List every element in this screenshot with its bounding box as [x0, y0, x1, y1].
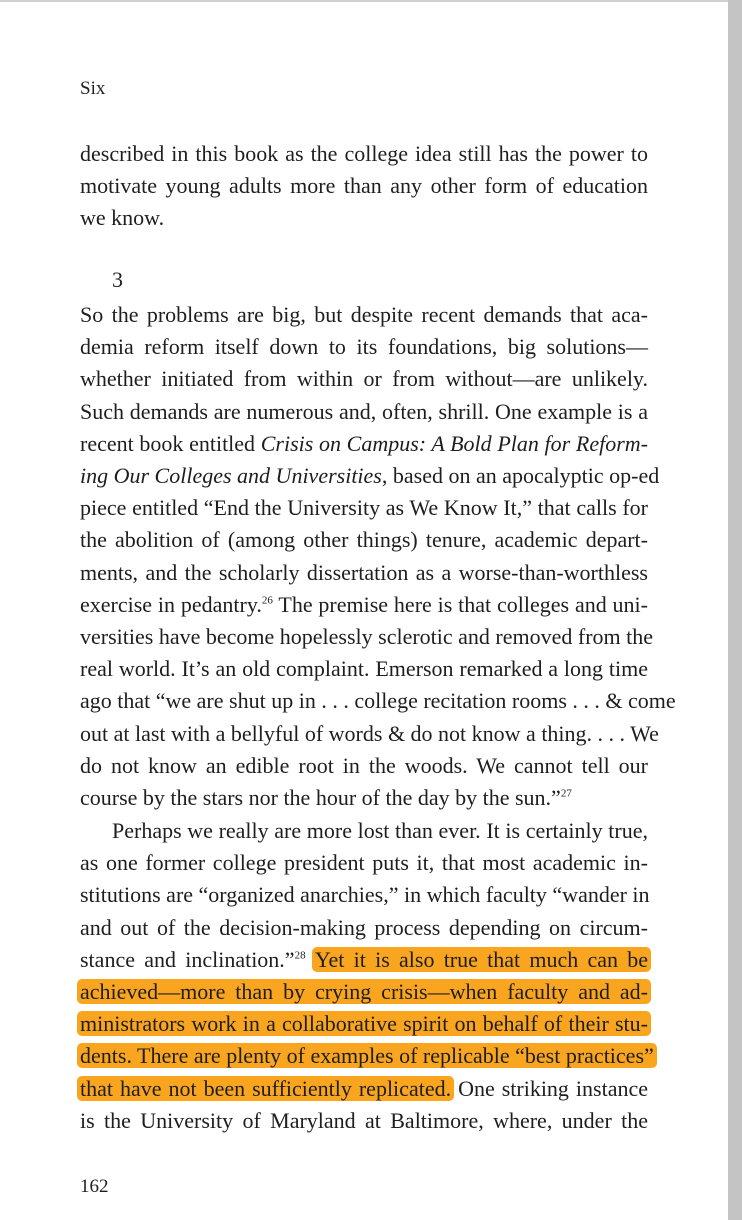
page-number: 162	[80, 1176, 109, 1197]
text-line: versities have become hopelessly sclerotic and removed from the	[80, 624, 654, 650]
text-line	[80, 1073, 648, 1105]
text-line	[80, 815, 648, 847]
book-title-italic: Crisis on Campus: A Bold Plan for Reform-	[260, 430, 648, 456]
text-line: So the problems are big, but despite recent demands that aca-	[80, 302, 648, 327]
section-number: 3	[112, 267, 123, 292]
text-run: exercise in pedantry.	[80, 591, 262, 617]
text-line	[80, 460, 660, 492]
text-line	[80, 976, 648, 1008]
vertical-scrollbar[interactable]	[728, 0, 742, 1220]
book-title-italic: ing Our Colleges and Universities	[80, 463, 382, 489]
text-line: the abolition of (among other things) tenure, academic depart-	[80, 527, 648, 553]
paragraph-1	[80, 138, 648, 235]
text-run: course by the stars nor the hour of the day by the sun.”	[80, 785, 561, 811]
text-line: stitutions are “organized anarchies,” in which faculty “wander in	[80, 882, 650, 908]
chapter-header: Six	[80, 78, 106, 99]
text-line: as one former college president puts it, that most academic in-	[80, 850, 648, 876]
text-line: we know.	[80, 205, 165, 231]
top-border	[0, 0, 728, 2]
paragraph-3	[80, 815, 654, 1137]
text-line	[80, 782, 648, 814]
paragraph-2	[80, 299, 676, 814]
footnote-ref-28[interactable]: 28	[294, 949, 306, 962]
text-line: is the University of Maryland at Baltimore, where, under the	[80, 1107, 648, 1133]
text-run: One striking instance	[451, 1075, 648, 1101]
footnote-ref-26[interactable]: 26	[261, 594, 273, 607]
highlighted-text[interactable]: dents. There are plenty of examples of replicable “best practices”	[77, 1043, 657, 1068]
text-run: recent book entitled	[80, 430, 261, 456]
text-line: and out of the decision-making process depending on circum-	[80, 914, 648, 940]
text-run: The premise here is that colleges and uni-	[272, 591, 648, 617]
text-line: demia reform itself down to its foundations, big solutions—	[80, 334, 648, 360]
text-line: ago that “we are shut up in . . . college recitation rooms . . . & come	[80, 688, 676, 714]
text-run: , based on an apocalyptic op-ed	[381, 463, 660, 489]
text-line: real world. It’s an old complaint. Emerson remarked a long time	[80, 656, 648, 682]
text-run: Perhaps we really are more lost than ever. It is certainly true,	[112, 818, 648, 843]
footnote-ref-27[interactable]: 27	[560, 787, 572, 800]
text-line	[80, 589, 648, 621]
text-line: motivate young adults more than any other form of education	[80, 173, 648, 199]
text-line	[80, 1008, 648, 1040]
highlighted-text[interactable]: achieved—more than by crying crisis—when faculty and ad-	[77, 979, 651, 1004]
text-line: ments, and the scholarly dissertation as a worse-than-worthless	[80, 559, 648, 585]
text-line: out at last with a bellyful of words & do not know a thing. . . . We	[80, 720, 659, 746]
text-line	[80, 1040, 654, 1072]
text-line: do not know an edible root in the woods. We cannot tell our	[80, 752, 648, 778]
text-line	[80, 428, 648, 460]
text-line: piece entitled “End the University as We Know It,” that calls for	[80, 495, 648, 521]
text-line: Such demands are numerous and, often, shrill. One example is a	[80, 398, 648, 424]
highlighted-text[interactable]: that have not been sufficiently replicated.	[77, 1076, 454, 1101]
highlighted-text[interactable]: ministrators work in a collaborative spirit on behalf of their stu-	[77, 1011, 651, 1036]
text-line: whether initiated from within or from without—are unlikely.	[80, 366, 648, 392]
highlighted-text[interactable]: Yet it is also true that much can be	[312, 947, 651, 972]
text-line: described in this book as the college idea still has the power to	[80, 141, 648, 166]
text-line	[80, 944, 648, 976]
text-run: stance and inclination.”	[80, 946, 295, 972]
